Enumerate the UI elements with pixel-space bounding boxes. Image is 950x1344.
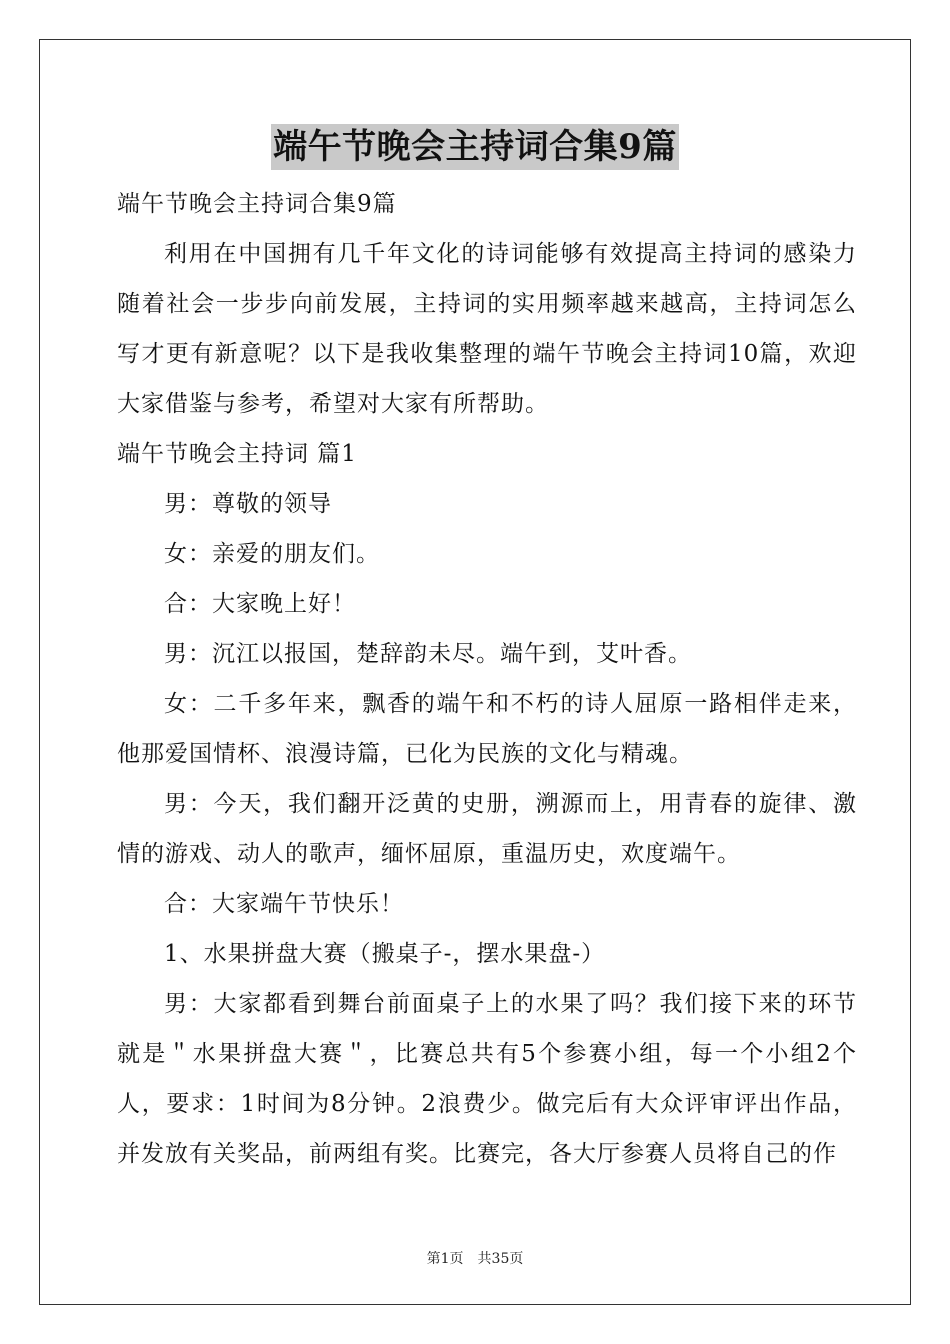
title-block [0, 124, 950, 170]
activity-title: 1、水果拼盘大赛（搬桌子-，摆水果盘-） [164, 941, 606, 967]
activity-paragraph: 男：大家都看到舞台前面桌子上的水果了吗？我们接下来的环节就是＂水果拼盘大赛＂，比赛总共有5个参赛小组，每一个小组2个人，要求：1时间为8分钟。2浪费少。做完后有大众评审评出作品，并发放有关奖品，前两组有奖。比赛完，各大厅参赛人员将自己的作 [117, 991, 857, 1167]
section-heading: 端午节晚会主持词 篇1 [117, 441, 357, 467]
dialogue-line: 女：亲爱的朋友们。 [164, 541, 380, 567]
dialogue-line: 男：沉江以报国，楚辞韵未尽。端午到，艾叶香。 [164, 641, 692, 667]
dialogue-line-together: 合：大家端午节快乐！ [164, 891, 404, 917]
dialogue-paragraph-male: 男：今天，我们翻开泛黄的史册，溯源而上，用青春的旋律、激情的游戏、动人的歌声，缅怀屈原，重温历史，欢度端午。 [117, 791, 857, 867]
document-title: 端午节晚会主持词合集9篇 [271, 124, 679, 170]
dialogue-line: 合：大家晚上好！ [164, 591, 356, 617]
document-subtitle: 端午节晚会主持词合集9篇 [117, 191, 397, 217]
intro-paragraph: 利用在中国拥有几千年文化的诗词能够有效提高主持词的感染力随着社会一步步向前发展，主持词的实用频率越来越高，主持词怎么写才更有新意呢？以下是我收集整理的端午节晚会主持词10篇，欢迎大家借鉴与参考，希望对大家有所帮助。 [117, 241, 857, 417]
document-body [117, 179, 857, 1179]
dialogue-line: 男：尊敬的领导 [164, 491, 332, 517]
dialogue-paragraph-female: 女：二千多年来，飘香的端午和不朽的诗人屈原一路相伴走来，他那爱国情杯、浪漫诗篇，已化为民族的文化与精魂。 [117, 691, 857, 767]
page-footer: 第1页 共35页 [426, 1251, 524, 1267]
